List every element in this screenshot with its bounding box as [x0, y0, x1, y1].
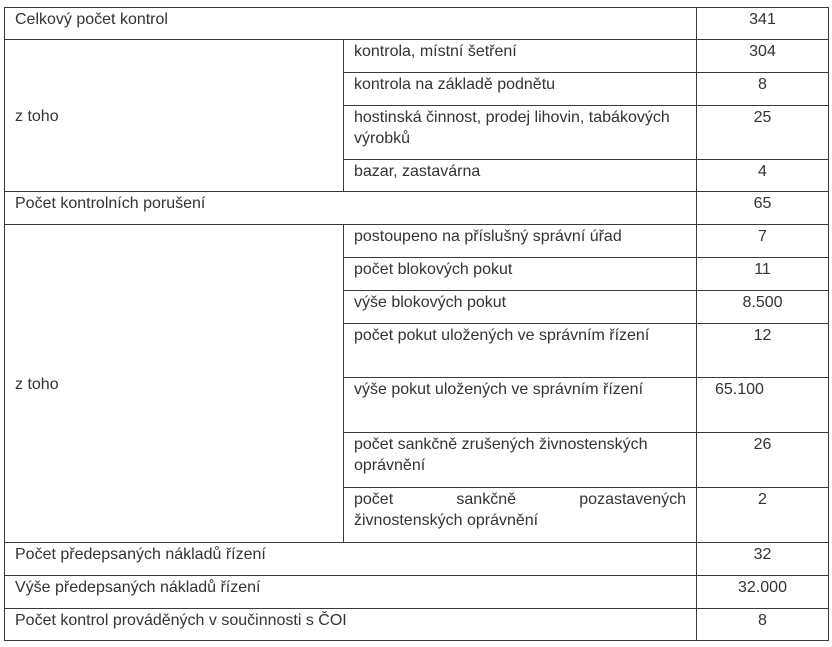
row-label: Celkový počet kontrol: [5, 8, 697, 40]
group-label: z toho: [5, 40, 344, 192]
sub-row-value: 8.500: [697, 291, 829, 324]
row-label: Počet kontrolních porušení: [5, 192, 697, 225]
row-label: Počet předepsaných nákladů řízení: [5, 543, 697, 576]
sub-row-value: 12: [697, 324, 829, 378]
table-row: [5, 576, 829, 609]
sub-row-value: 7: [697, 225, 829, 258]
table-row: [5, 40, 829, 73]
sub-row-value: 25: [697, 106, 829, 160]
sub-row-label: počet blokových pokut: [344, 258, 697, 291]
sub-row-label: výše blokových pokut: [344, 291, 697, 324]
sub-row-value: 11: [697, 258, 829, 291]
sub-row-label: kontrola, místní šetření: [344, 40, 697, 73]
sub-row-value: 8: [697, 73, 829, 106]
row-value: 65: [697, 192, 829, 225]
table-row: [5, 225, 829, 258]
sub-row-label: kontrola na základě podnětu: [344, 73, 697, 106]
sub-row-label: hostinská činnost, prodej lihovin, tabákových výrobků: [344, 106, 697, 160]
table-row: [5, 543, 829, 576]
sub-row-label: [344, 488, 697, 543]
row-value: 8: [697, 609, 829, 641]
table-row: [5, 8, 829, 40]
sub-row-label: výše pokut uložených ve správním řízení: [344, 378, 697, 433]
sub-row-label-line: živnostenských oprávnění: [354, 512, 539, 529]
row-value: 32.000: [697, 576, 829, 609]
sub-row-label-line: počet sankčně pozastavených: [354, 491, 686, 508]
table-row: [5, 192, 829, 225]
group-label: z toho: [5, 225, 344, 543]
row-label: Počet kontrol prováděných v součinnosti s ČOI: [5, 609, 697, 641]
row-label: Výše předepsaných nákladů řízení: [5, 576, 697, 609]
sub-row-value: 26: [697, 433, 829, 488]
table-row: [5, 609, 829, 641]
sub-row-value: 2: [697, 488, 829, 543]
sub-row-label: počet pokut uložených ve správním řízení: [344, 324, 697, 378]
sub-row-label: počet sankčně zrušených živnostenských oprávnění: [344, 433, 697, 488]
sub-row-value: 304: [697, 40, 829, 73]
row-value: 32: [697, 543, 829, 576]
row-value: 341: [697, 8, 829, 40]
sub-row-label: postoupeno na příslušný správní úřad: [344, 225, 697, 258]
sub-row-value: 4: [697, 160, 829, 192]
sub-row-label: bazar, zastavárna: [344, 160, 697, 192]
sub-row-value: 65.100: [697, 378, 829, 433]
control-statistics-table: [4, 7, 829, 641]
